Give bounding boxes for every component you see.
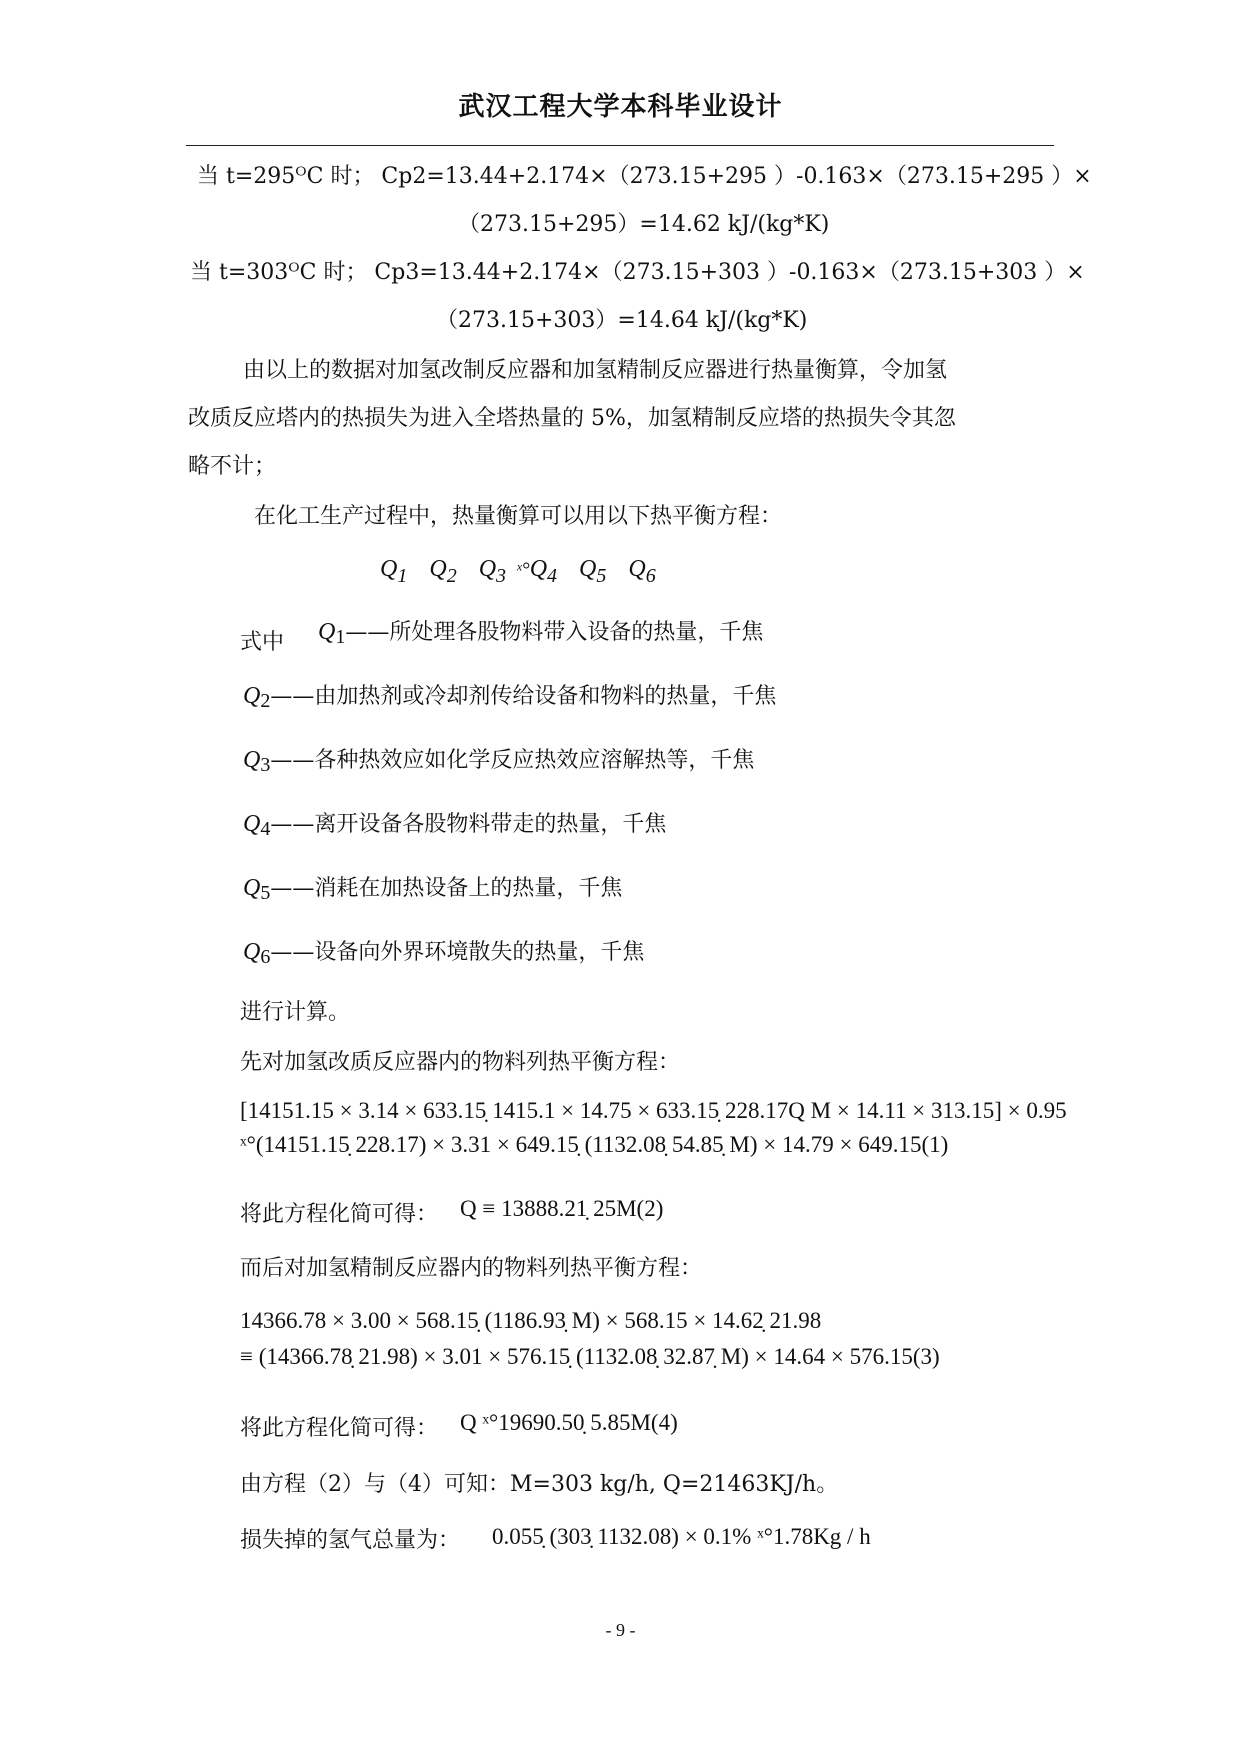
paragraph-heat-balance-line-3: 略不计； [188,454,277,479]
eq-q6-sub: 6 [645,564,656,587]
definitions-lead: 式中 [240,630,285,655]
balance-equation [380,556,656,588]
paragraph-equation-intro: 在化工生产过程中，热量衡算可以用以下热平衡方程： [254,504,783,529]
equation-3-line-1: 14366.78 × 3.00 × 568.15̣ (1186.93̣ M) × 568.15 × 14.62̣ 21.98 [240,1308,822,1333]
eq-q2-symbol: Q [429,556,447,582]
eq-q5-symbol: Q [579,556,597,582]
eq-q2-sub: 2 [446,564,457,587]
definition-symbol: Q [243,811,261,837]
equation-2: Q ≡ 13888.21̣ 25M(2) [460,1196,664,1221]
definition-text: ——所处理各股物料带入设备的热量，千焦 [345,620,764,645]
simplify-label-4: 将此方程化简可得： [240,1416,439,1441]
eq-q4-sub: 4 [547,564,558,587]
eq-q3-sub: 3 [496,564,507,587]
equation-4: Q ˣ°19690.50̣ 5.85M(4) [460,1410,678,1435]
definition-subscript: 4 [260,818,271,841]
definition-text: ——设备向外界环境散失的热量，千焦 [270,940,645,965]
eq-q1-symbol: Q [380,556,398,582]
paragraph-heat-balance-line-1: 由以上的数据对加氢改制反应器和加氢精制反应器进行热量衡算，令加氢 [243,358,948,383]
page-header-title: 武汉工程大学本科毕业设计 [458,92,783,122]
definition-symbol: Q [318,619,336,645]
equation-1-line-2: ˣ°(14151.15̣ 228.17) × 3.31 × 649.15̣ (1132.08̣ 54.85̣ M) × 14.79 × 649.15(1) [240,1132,949,1157]
cp2-line-2: （273.15+295）=14.62 kJ/(kg*K) [458,212,830,237]
definition-subscript: 2 [260,690,271,713]
refining-reactor-intro: 而后对加氢精制反应器内的物料列热平衡方程： [240,1256,703,1281]
cp2-line-1: 当 t=295ᴼC 时； Cp2=13.44+2.174×（273.15+295 ）-0.163×（273.15+295 ）× [197,164,1092,189]
eq-equals-mark: ˣ° [516,559,530,581]
eq-q5-sub: 5 [596,564,607,587]
equation-1-line-1: [14151.15 × 3.14 × 633.15̣ 1415.1 × 14.75 × 633.15̣ 228.17Q M × 14.11 × 313.15] × 0.95 [240,1098,1067,1123]
paragraph-heat-balance-line-2: 改质反应塔内的热损失为进入全塔热量的 5%，加氢精制反应塔的热损失令其忽 [188,406,956,431]
definition-row [318,618,763,649]
upgrading-reactor-intro: 先对加氢改质反应器内的物料列热平衡方程： [240,1050,681,1075]
cp3-line-1: 当 t=303ᴼC 时； Cp3=13.44+2.174×（273.15+303 ）-0.163×（273.15+303 ）× [190,260,1085,285]
definition-subscript: 3 [260,754,271,777]
definition-row [243,682,776,713]
eq-q6-symbol: Q [628,556,646,582]
definition-subscript: 5 [260,882,271,905]
definition-row [243,938,644,969]
definition-text: ——离开设备各股物料带走的热量，千焦 [270,812,667,837]
cp3-line-2: （273.15+303）=14.64 kJ/(kg*K) [436,308,808,333]
eq-q4-symbol: Q [529,556,548,582]
definition-text: ——消耗在加热设备上的热量，千焦 [270,876,623,901]
definition-symbol: Q [243,939,261,965]
definition-row [243,810,666,841]
definition-text: ——各种热效应如化学反应热效应溶解热等，千焦 [270,748,755,773]
result-line: 由方程（2）与（4）可知：M=303 kg/h, Q=21463KJ/h。 [240,1472,839,1497]
equation-3-line-2: ≡ (14366.78̣ 21.98) × 3.01 × 576.15̣ (1132.08̣ 32.87̣ M) × 14.64 × 576.15(3) [240,1344,940,1369]
eq-q1-sub: 1 [397,564,408,587]
hydrogen-loss-label: 损失掉的氢气总量为： [240,1528,461,1553]
definition-symbol: Q [243,875,261,901]
hydrogen-loss-equation: 0.055̣ (303̣ 1132.08) × 0.1% ˣ°1.78Kg / h [492,1524,871,1549]
definition-subscript: 1 [335,626,346,649]
definition-text: ——由加热剂或冷却剂传给设备和物料的热量，千焦 [270,684,777,709]
definition-symbol: Q [243,683,261,709]
definition-row [243,746,754,777]
header-divider [186,145,1054,146]
calc-note: 进行计算。 [240,1000,351,1025]
eq-q3-symbol: Q [478,556,497,582]
definition-row [243,874,622,905]
simplify-label-2: 将此方程化简可得： [240,1202,439,1227]
page-number: - 9 - [605,1620,636,1640]
definition-subscript: 6 [260,946,271,969]
definition-symbol: Q [243,747,261,773]
